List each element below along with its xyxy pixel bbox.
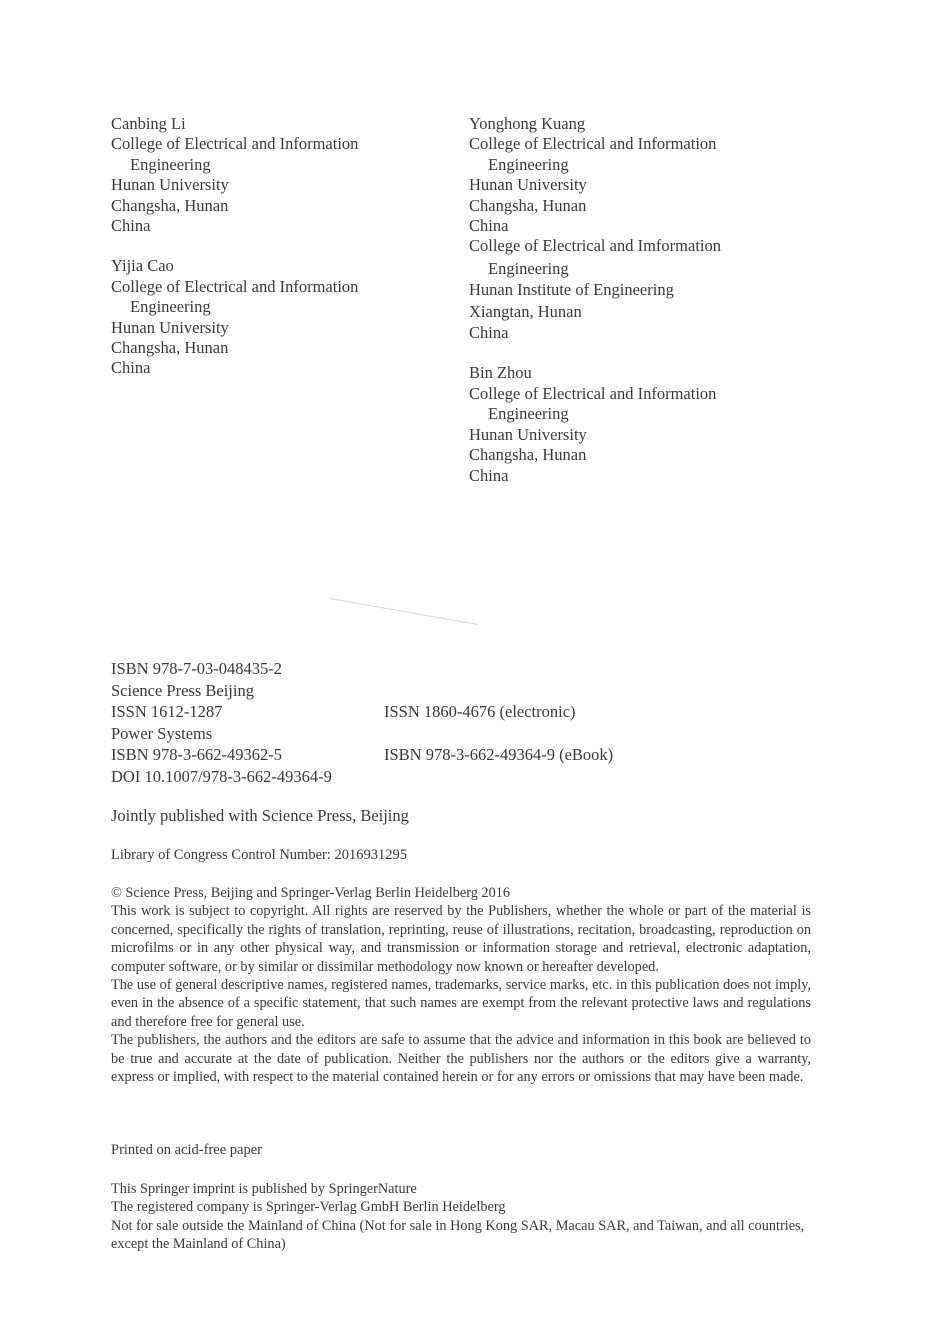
rights-paragraph: This work is subject to copyright. All rights are reserved by the Publishers, whether the whole or part of the material is concerned, specifically the rights of translation, reprinting, reuse of illustrations, recitation, broadcasting, reproduction on microfilms or in any other physical way, and transmission or information storage and retrieval, electronic adaptation, computer software, or by similar or dissimilar methodology now known or hereafter developed. <box>111 903 811 975</box>
legal-notice <box>111 884 811 1086</box>
joint-publication-note: Jointly published with Science Press, Beijing <box>111 806 409 825</box>
publication-info <box>111 658 831 788</box>
author-affiliation: College of Electrical and Information <box>111 134 359 154</box>
author-country: China <box>469 323 509 343</box>
author-affiliation: Engineering <box>130 154 211 174</box>
registered-company-line: The registered company is Springer-Verlag GmbH Berlin Heidelberg <box>111 1199 506 1216</box>
author-city: Changsha, Hunan <box>469 195 587 215</box>
author-country: China <box>111 358 151 378</box>
author-affiliation: Engineering <box>488 154 569 174</box>
issn-electronic: ISSN 1860-4676 (electronic) <box>384 702 576 722</box>
author-university: Hunan University <box>111 317 229 337</box>
author-name: Yijia Cao <box>111 256 174 276</box>
author-affiliation: Engineering <box>130 297 211 317</box>
authors-right-column <box>469 114 721 486</box>
author-affiliation: College of Electrical and Information <box>111 276 359 296</box>
author-name: Yonghong Kuang <box>469 114 586 133</box>
author-city: Changsha, Hunan <box>469 445 587 465</box>
author-country: China <box>469 216 509 236</box>
authors-left-column <box>111 114 358 379</box>
copyright-line: © Science Press, Beijing and Springer-Verlag Berlin Heidelberg 2016 <box>111 885 511 901</box>
acid-free-note: Printed on acid-free paper <box>111 1142 262 1158</box>
author-name: Canbing Li <box>111 114 186 133</box>
author-institute: Hunan Institute of Engineering <box>469 280 674 300</box>
imprint-line: This Springer imprint is published by SpringerNature <box>111 1181 417 1197</box>
author-university: Hunan University <box>111 175 229 195</box>
series-name: Power Systems <box>111 723 213 743</box>
isbn-print: ISBN 978-3-662-49362-5 <box>111 745 282 765</box>
author-university: Hunan University <box>469 424 587 444</box>
publisher-science-press: Science Press Beijing <box>111 680 254 700</box>
author-name: Bin Zhou <box>469 363 532 383</box>
author-country: China <box>469 465 509 485</box>
author-city: Changsha, Hunan <box>111 338 229 358</box>
doi: DOI 10.1007/978-3-662-49364-9 <box>111 766 332 786</box>
lccn: Library of Congress Control Number: 2016931295 <box>111 847 408 863</box>
scan-artifact <box>330 598 478 625</box>
sale-restriction: Not for sale outside the Mainland of China (Not for sale in Hong Kong SAR, Macau SAR, and Taiwan, and all countries, except the Mainland of China) <box>111 1217 805 1253</box>
issn-print: ISSN 1612-1287 <box>111 702 223 722</box>
trademark-paragraph: The use of general descriptive names, registered names, trademarks, service marks, etc. in this publication does not imply, even in the absence of a specific statement, that such names are exempt from the relevant protective laws and regulations and therefore free for general use. <box>111 977 811 1030</box>
isbn-science-press: ISBN 978-7-03-048435-2 <box>111 659 282 678</box>
disclaimer-paragraph: The publishers, the authors and the editors are safe to assume that the advice and information in this book are believed to be true and accurate at the date of publication. Neither the publishers nor the authors or the editors give a warranty, express or implied, with respect to the material contained herein or for any errors or omissions that may have been made. <box>111 1032 811 1086</box>
author-city: Changsha, Hunan <box>111 195 229 215</box>
author-affiliation: College of Electrical and Information <box>469 134 717 154</box>
isbn-ebook: ISBN 978-3-662-49364-9 (eBook) <box>384 745 614 765</box>
author-affiliation: Engineering <box>488 404 569 424</box>
author-affiliation: Engineering <box>488 258 569 278</box>
author-city: Xiangtan, Hunan <box>469 301 582 321</box>
author-affiliation: College of Electrical and Information <box>469 383 717 403</box>
author-country: China <box>111 216 151 236</box>
author-university: Hunan University <box>469 175 587 195</box>
author-affiliation: College of Electrical and Imformation <box>469 236 721 256</box>
imprint-notice <box>111 1180 811 1254</box>
